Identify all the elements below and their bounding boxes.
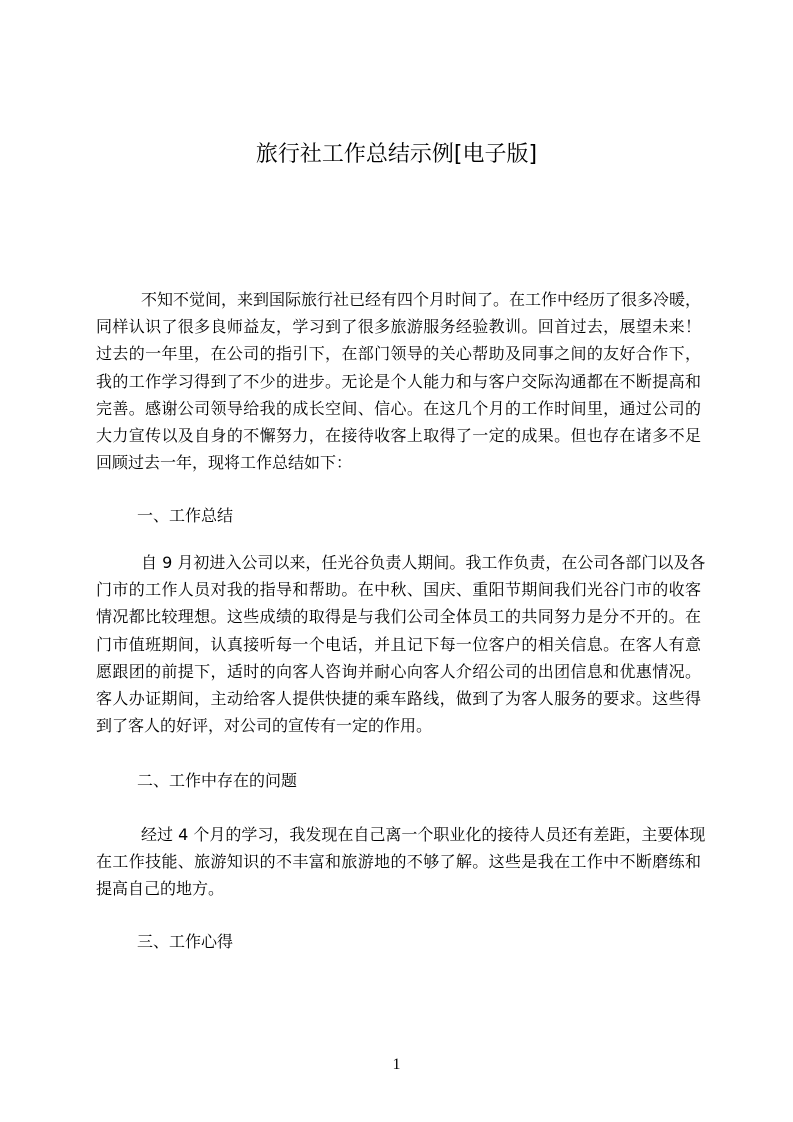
section-2-line-2: 在工作技能、旅游知识的不丰富和旅游地的不够了解。这些是我在工作中不断磨练和 bbox=[96, 852, 701, 872]
intro-line-5: 完善。感谢公司领导给我的成长空间、信心。在这几个月的工作时间里，通过公司的 bbox=[96, 398, 701, 418]
section-1-line-1: 自 9 月初进入公司以来，任光谷负责人期间。我工作负责，在公司各部门以及各 bbox=[141, 553, 706, 572]
section-1-line-2: 门市的工作人员对我的指导和帮助。在中秋、国庆、重阳节期间我们光谷门市的收客 bbox=[96, 580, 701, 600]
section-1-line-4: 门市值班期间，认真接听每一个电话，并且记下每一位客户的相关信息。在客人有意 bbox=[96, 634, 701, 654]
page-number: 1 bbox=[392, 1056, 401, 1073]
intro-line-7: 回顾过去一年，现将工作总结如下： bbox=[96, 453, 353, 473]
intro-paragraph bbox=[96, 286, 701, 476]
intro-line-6: 大力宣传以及自身的不懈努力，在接待收客上取得了一定的成果。但也存在诸多不足 bbox=[96, 425, 701, 445]
section-2-line-1: 经过 4 个月的学习，我发现在自己离一个职业化的接待人员还有差距，主要体现 bbox=[141, 825, 706, 844]
intro-line-4: 我的工作学习得到了不少的进步。无论是个人能力和与客户交际沟通都在不断提高和 bbox=[96, 371, 701, 391]
intro-line-3: 过去的一年里，在公司的指引下，在部门领导的关心帮助及同事之间的友好合作下， bbox=[96, 344, 701, 364]
section-1-heading: 一、工作总结 bbox=[137, 506, 234, 525]
section-2-heading: 二、工作中存在的问题 bbox=[137, 771, 298, 790]
document-title: 旅行社工作总结示例[电子版] bbox=[255, 142, 538, 167]
section-1-line-5: 愿跟团的前提下，适时的向客人咨询并耐心向客人介绍公司的出团信息和优惠情况。 bbox=[96, 661, 701, 681]
section-2-line-3: 提高自己的地方。 bbox=[96, 879, 225, 899]
section-1-paragraph bbox=[96, 549, 706, 739]
section-1-line-3: 情况都比较理想。这些成绩的取得是与我们公司全体员工的共同努力是分不开的。在 bbox=[96, 607, 701, 627]
intro-line-2: 同样认识了很多良师益友，学习到了很多旅游服务经验教训。回首过去，展望未来！ bbox=[96, 317, 701, 337]
section-2-paragraph bbox=[96, 821, 706, 903]
section-1-line-7: 到了客人的好评，对公司的宣传有一定的作用。 bbox=[96, 716, 433, 736]
intro-line-1: 不知不觉间，来到国际旅行社已经有四个月时间了。在工作中经历了很多冷暖， bbox=[141, 290, 702, 309]
section-3-heading: 三、工作心得 bbox=[137, 932, 234, 951]
section-1-line-6: 客人办证期间，主动给客人提供快捷的乘车路线，做到了为客人服务的要求。这些得 bbox=[96, 688, 701, 708]
